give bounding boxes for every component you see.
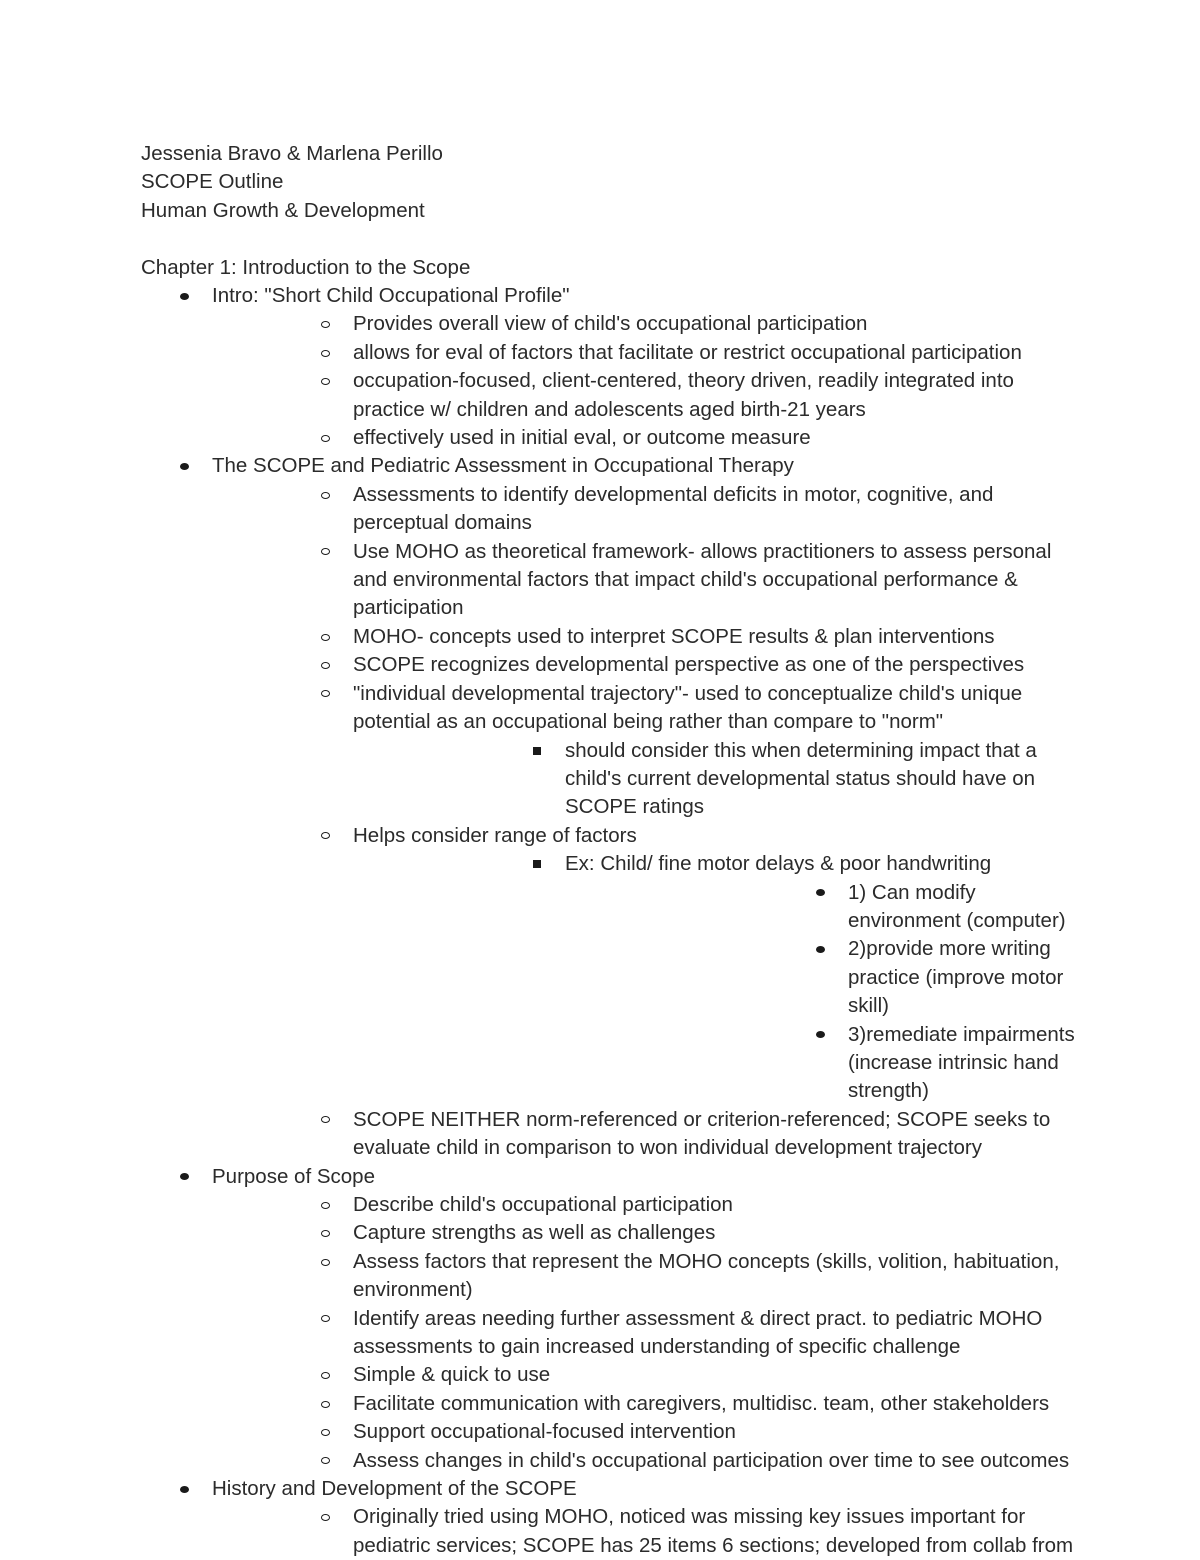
outline-subitem: [212, 1305, 1081, 1362]
hollow-bullet-icon: [318, 424, 332, 452]
outline-level4-item: [565, 1021, 1081, 1106]
subitem-text: SCOPE NEITHER norm-referenced or criterion-referenced; SCOPE seeks to evaluate child in comparison to won individual development trajectory: [353, 1107, 1051, 1160]
sub-list-container: [212, 850, 1081, 1106]
outline-subitem: [212, 367, 1081, 424]
level4-text: 1) Can modify environment (computer): [848, 880, 1066, 932]
subitem-text: Assessments to identify developmental deficits in motor, cognitive, and perceptual domains: [353, 482, 994, 535]
hollow-bullet-icon: [318, 1106, 332, 1134]
square-bullet-icon: [530, 850, 544, 878]
outline-level4-item: [565, 935, 1081, 1020]
sub-list-container: [141, 1503, 1081, 1560]
hollow-bullet-icon: [318, 1191, 332, 1219]
outline-subitem: [212, 481, 1081, 538]
subitem-text: Facilitate communication with caregivers, multidisc. team, other stakeholders: [353, 1391, 1050, 1415]
subitem-text: Use MOHO as theoretical framework- allows practitioners to assess personal and environmental factors that impact child's occupational performance & participation: [353, 539, 1052, 620]
authors-line: Jessenia Bravo & Marlena Perillo: [141, 142, 443, 165]
subitem-text: Support occupational-focused intervention: [353, 1420, 736, 1444]
outline-item: [141, 1163, 1081, 1191]
sub-sub-list: [353, 850, 1081, 1106]
subitem-text: "individual developmental trajectory"- used to conceptualize child's unique potential as an occupational being rather than compare to "norm": [353, 681, 1023, 734]
subitem-text: Describe child's occupational participation: [353, 1193, 733, 1217]
outline-subitem: [212, 1503, 1081, 1560]
outline-item: [141, 1475, 1081, 1503]
sub-list-container: [212, 737, 1081, 822]
section-heading: History and Development of the SCOPE: [212, 1477, 577, 1501]
hollow-bullet-icon: [318, 623, 332, 651]
filled-bullet-icon: [177, 1475, 191, 1503]
outline-level4-item: [565, 879, 1081, 936]
outline-subitem: [212, 1361, 1081, 1389]
filled-bullet-icon: [813, 1021, 827, 1049]
outline-list: [141, 282, 1081, 1560]
sub-list: [212, 310, 1081, 452]
hollow-bullet-icon: [318, 310, 332, 338]
section-heading: Intro: "Short Child Occupational Profile": [212, 284, 570, 308]
hollow-bullet-icon: [318, 651, 332, 679]
outline-subitem: [212, 1219, 1081, 1247]
hollow-bullet-icon: [318, 367, 332, 395]
sub-list: [212, 1191, 1081, 1475]
document-title: SCOPE Outline: [141, 170, 284, 194]
outline-item: [141, 452, 1081, 480]
outline-subitem: [212, 651, 1081, 679]
subitem-text: occupation-focused, client-centered, theory driven, readily integrated into practice w/ children and adolescents aged birth-21 years: [353, 369, 1014, 421]
hollow-bullet-icon: [318, 481, 332, 509]
chapter-heading: Chapter 1: Introduction to the Scope: [141, 255, 471, 279]
outline-subsubitem: [353, 737, 1081, 822]
subsubitem-text: should consider this when determining impact that a child's current developmental status should have on SCOPE ratings: [565, 738, 1037, 819]
hollow-bullet-icon: [318, 1361, 332, 1389]
filled-bullet-icon: [813, 935, 827, 963]
outline-subitem: [212, 1248, 1081, 1305]
blank-line: [141, 225, 1081, 253]
hollow-bullet-icon: [318, 538, 332, 566]
sub-list-container: [141, 1191, 1081, 1475]
course-name: Human Growth & Development: [141, 198, 425, 222]
level4-list: [565, 879, 1081, 1106]
subitem-text: Assess factors that represent the MOHO concepts (skills, volition, habituation, environment): [353, 1249, 1060, 1302]
level4-text: 2)provide more writing practice (improve motor skill): [848, 937, 1064, 1018]
filled-bullet-icon: [813, 879, 827, 907]
hollow-bullet-icon: [318, 1248, 332, 1276]
sub-list-container: [353, 879, 1081, 1106]
subitem-text: allows for eval of factors that facilitate or restrict occupational participation: [353, 340, 1022, 364]
hollow-bullet-icon: [318, 822, 332, 850]
section-heading: The SCOPE and Pediatric Assessment in Occupational Therapy: [212, 454, 794, 478]
level4-text: 3)remediate impairments (increase intrinsic hand strength): [848, 1022, 1075, 1103]
subsubitem-text: Ex: Child/ fine motor delays & poor handwriting: [565, 852, 992, 876]
outline-subitem: [212, 822, 1081, 850]
sub-list-container: [141, 481, 1081, 1163]
sub-list: [212, 1503, 1081, 1560]
subitem-text: effectively used in initial eval, or outcome measure: [353, 426, 811, 450]
sub-list-container: [141, 310, 1081, 452]
square-bullet-icon: [530, 737, 544, 765]
subitem-text: Identify areas needing further assessment & direct pract. to pediatric MOHO assessments to gain increased understanding of specific challenge: [353, 1306, 1043, 1359]
subitem-text: Originally tried using MOHO, noticed was missing key issues important for pediatric services; SCOPE has 25 items 6 sections; developed from collab from: [353, 1505, 1074, 1557]
subitem-text: Simple & quick to use: [353, 1363, 551, 1387]
outline-subitem: [212, 424, 1081, 452]
outline-item: [141, 282, 1081, 310]
section-heading: Purpose of Scope: [212, 1164, 375, 1188]
document-body: [141, 140, 1081, 1560]
outline-subitem: [212, 1191, 1081, 1219]
outline-subitem: [212, 1106, 1081, 1163]
subitem-text: SCOPE recognizes developmental perspective as one of the perspectives: [353, 653, 1025, 677]
subitem-text: Provides overall view of child's occupational participation: [353, 312, 868, 336]
filled-bullet-icon: [177, 452, 191, 480]
subitem-text: Capture strengths as well as challenges: [353, 1221, 716, 1245]
outline-subitem: [212, 538, 1081, 623]
hollow-bullet-icon: [318, 1418, 332, 1446]
outline-subitem: [212, 623, 1081, 651]
outline-subitem: [212, 1390, 1081, 1418]
outline-subitem: [212, 1447, 1081, 1475]
subitem-text: MOHO- concepts used to interpret SCOPE results & plan interventions: [353, 624, 995, 648]
outline-subitem: [212, 310, 1081, 338]
hollow-bullet-icon: [318, 1219, 332, 1247]
hollow-bullet-icon: [318, 680, 332, 708]
hollow-bullet-icon: [318, 1305, 332, 1333]
outline-subitem: [212, 339, 1081, 367]
outline-subitem: [212, 1418, 1081, 1446]
sub-sub-list: [353, 737, 1081, 822]
subitem-text: Assess changes in child's occupational participation over time to see outcomes: [353, 1448, 1070, 1472]
hollow-bullet-icon: [318, 1390, 332, 1418]
outline-subitem: [212, 680, 1081, 737]
hollow-bullet-icon: [318, 1447, 332, 1475]
subitem-text: Helps consider range of factors: [353, 823, 637, 847]
filled-bullet-icon: [177, 282, 191, 310]
sub-list: [212, 481, 1081, 1163]
hollow-bullet-icon: [318, 339, 332, 367]
outline-subsubitem: [353, 850, 1081, 878]
hollow-bullet-icon: [318, 1503, 332, 1531]
filled-bullet-icon: [177, 1163, 191, 1191]
